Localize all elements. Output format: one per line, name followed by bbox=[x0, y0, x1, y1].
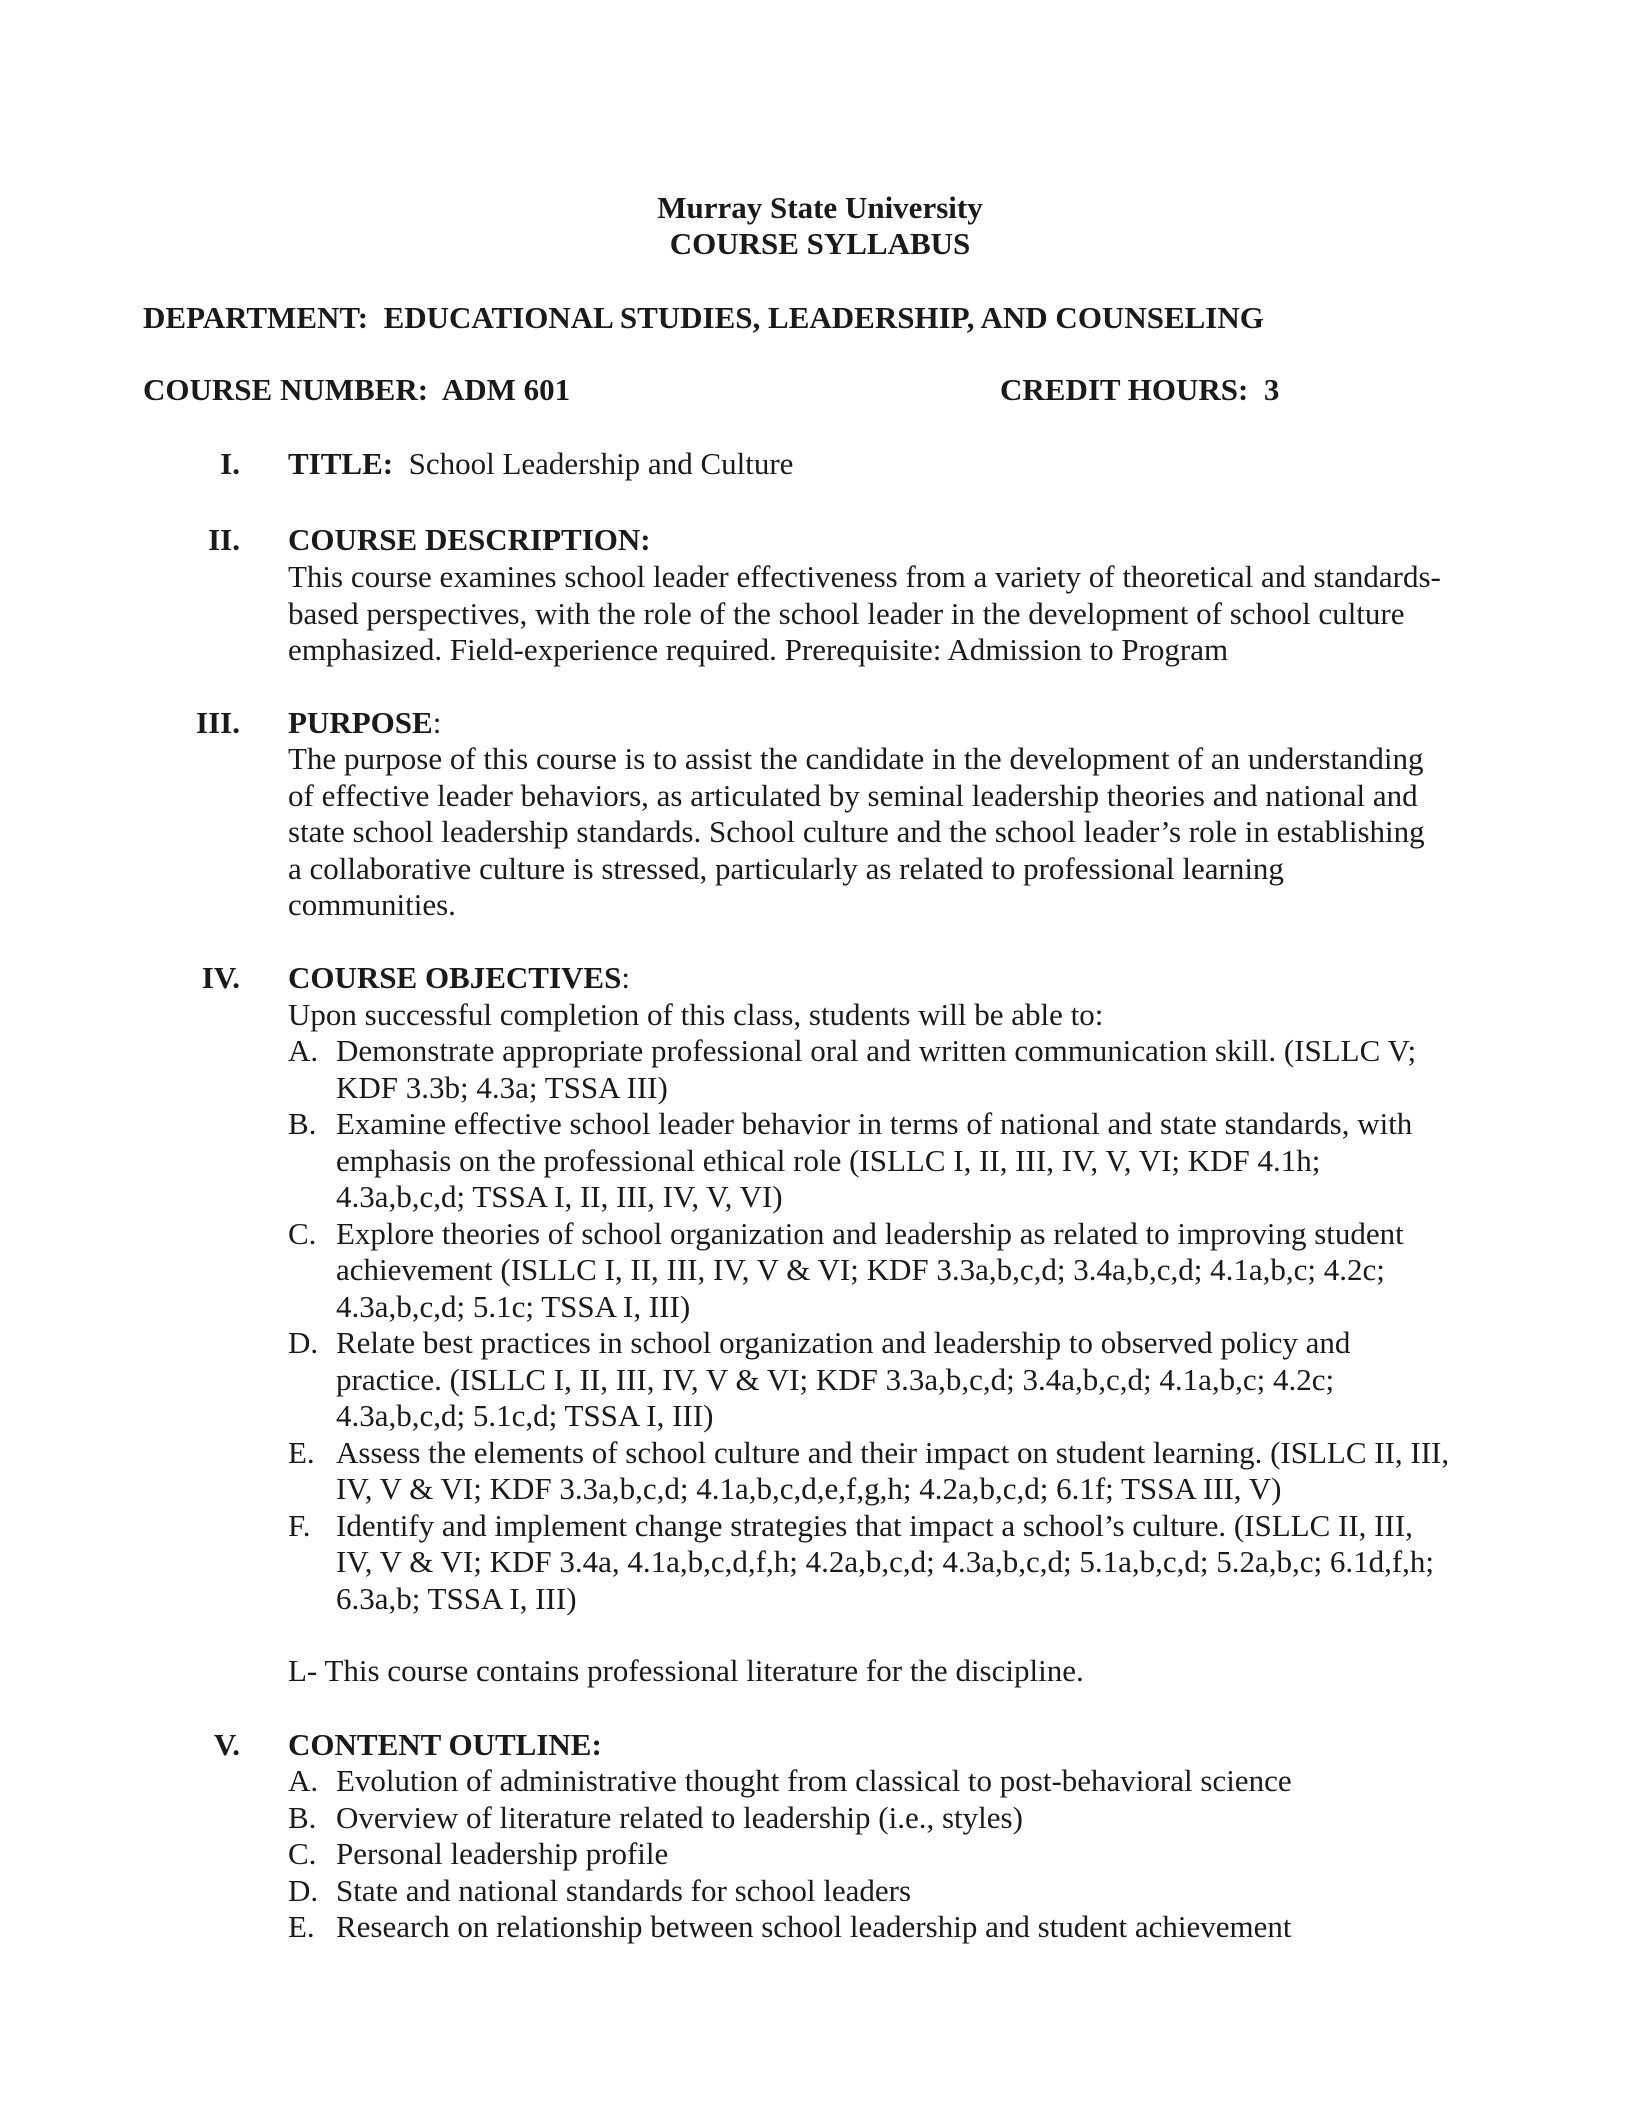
list-item-line: 4.3a,b,c,d; TSSA I, II, III, IV, V, VI) bbox=[336, 1179, 783, 1214]
list-item-line: Evolution of administrative thought from classical to post-behavioral science bbox=[336, 1763, 1292, 1798]
list-item-line: Research on relationship between school leadership and student achievement bbox=[336, 1909, 1292, 1944]
paragraph-line: communities. bbox=[288, 887, 456, 922]
objectives-colon: : bbox=[621, 960, 630, 995]
purpose-label: PURPOSE bbox=[288, 705, 433, 740]
objectives-intro bbox=[288, 997, 1103, 1034]
purpose-heading bbox=[288, 705, 441, 742]
list-item-letter: F. bbox=[288, 1507, 311, 1543]
list-item-letter: D. bbox=[288, 1325, 319, 1360]
objectives-note bbox=[288, 1653, 1084, 1690]
list-item-line: emphasis on the professional ethical role (ISLLC I, II, III, IV, V, VI; KDF 4.1h; bbox=[336, 1142, 1321, 1178]
list-item bbox=[288, 1873, 1292, 1910]
course-number-value: ADM 601 bbox=[441, 372, 571, 407]
section-numeral-purpose: III. bbox=[196, 705, 240, 740]
list-item-line: Demonstrate appropriate professional oral and written communication skill. (ISLLC V; bbox=[336, 1033, 1417, 1068]
paragraph-line: emphasized. Field-experience required. Prerequisite: Admission to Program bbox=[288, 632, 1229, 667]
section-numeral-description: II. bbox=[208, 522, 240, 557]
section-numeral-title: I. bbox=[220, 446, 240, 481]
list-item-line: Identify and implement change strategies that impact a school’s culture. (ISLLC II, III, bbox=[336, 1507, 1413, 1543]
list-item bbox=[288, 1216, 1449, 1326]
list-item bbox=[288, 1435, 1449, 1508]
objectives-label: COURSE OBJECTIVES bbox=[288, 960, 622, 995]
list-item-line: achievement (ISLLC I, II, III, IV, V & VI; KDF 3.3a,b,c,d; 3.4a,b,c,d; 4.1a,b,c; 4.2c; bbox=[336, 1252, 1385, 1287]
paragraph-line: of effective leader behaviors, as articulated by seminal leadership theories and national and bbox=[288, 777, 1418, 813]
paragraph-line: This course examines school leader effectiveness from a variety of theoretical and standards- bbox=[288, 559, 1441, 594]
content-outline-list bbox=[288, 1763, 1292, 1946]
list-item bbox=[288, 1325, 1449, 1435]
objectives-list bbox=[288, 1033, 1449, 1617]
university-name: Murray State University bbox=[657, 190, 983, 225]
list-item-letter: A. bbox=[288, 1033, 319, 1068]
list-item-line: 4.3a,b,c,d; 5.1c; TSSA I, III) bbox=[336, 1288, 691, 1324]
title-value: School Leadership and Culture bbox=[408, 446, 794, 481]
list-item-line: Explore theories of school organization and leadership as related to improving student bbox=[336, 1215, 1404, 1251]
list-item-letter: C. bbox=[288, 1215, 317, 1251]
credit-hours-label: CREDIT HOURS: bbox=[1000, 372, 1249, 407]
list-item-line: IV, V & VI; KDF 3.4a, 4.1a,b,c,d,f,h; 4.2a,b,c,d; 4.3a,b,c,d; 5.1a,b,c,d; 5.2a,b,c; 6.1d,f,h; bbox=[336, 1544, 1435, 1579]
list-item-letter: B. bbox=[288, 1106, 317, 1141]
department-line bbox=[143, 300, 1264, 337]
list-item-line: practice. (ISLLC I, II, III, IV, V & VI; KDF 3.3a,b,c,d; 3.4a,b,c,d; 4.1a,b,c; 4.2c; bbox=[336, 1361, 1335, 1397]
course-number-label: COURSE NUMBER: bbox=[143, 372, 429, 407]
department-label: DEPARTMENT: bbox=[143, 300, 369, 335]
list-item-line: State and national standards for school leaders bbox=[336, 1872, 912, 1908]
list-item-letter: D. bbox=[288, 1872, 319, 1908]
section-numeral-outline: V. bbox=[213, 1727, 240, 1762]
list-item-line: KDF 3.3b; 4.3a; TSSA III) bbox=[336, 1069, 668, 1105]
title-label: TITLE: bbox=[288, 446, 394, 481]
purpose-colon: : bbox=[432, 705, 442, 740]
content-outline-heading: CONTENT OUTLINE: bbox=[288, 1727, 602, 1762]
list-item-letter: B. bbox=[288, 1799, 317, 1835]
description-paragraph bbox=[288, 559, 1441, 669]
credit-hours-value: 3 bbox=[1263, 372, 1280, 407]
list-item-line: Examine effective school leader behavior in terms of national and state standards, with bbox=[336, 1106, 1413, 1141]
purpose-paragraph bbox=[288, 741, 1425, 924]
list-item bbox=[288, 1836, 1292, 1873]
list-item bbox=[288, 1909, 1292, 1946]
list-item bbox=[288, 1508, 1449, 1618]
list-item-line: Personal leadership profile bbox=[336, 1836, 669, 1871]
list-item-line: 4.3a,b,c,d; 5.1c,d; TSSA I, III) bbox=[336, 1398, 714, 1433]
list-item bbox=[288, 1800, 1292, 1837]
document-title: COURSE SYLLABUS bbox=[669, 226, 971, 261]
paragraph-line: state school leadership standards. School culture and the school leader’s role in establishing bbox=[288, 814, 1425, 849]
objectives-heading bbox=[288, 960, 630, 997]
list-item-line: 6.3a,b; TSSA I, III) bbox=[336, 1580, 577, 1616]
paragraph-line: based perspectives, with the role of the school leader in the development of school culture bbox=[288, 595, 1405, 631]
section-title bbox=[288, 446, 793, 483]
list-item bbox=[288, 1106, 1449, 1216]
description-heading: COURSE DESCRIPTION: bbox=[288, 522, 651, 557]
list-item-letter: A. bbox=[288, 1763, 319, 1798]
list-item bbox=[288, 1763, 1292, 1800]
credit-hours-line bbox=[1000, 372, 1279, 409]
course-number-line bbox=[143, 372, 570, 409]
section-numeral-objectives: IV. bbox=[201, 960, 240, 995]
paragraph-line: a collaborative culture is stressed, particularly as related to professional learning bbox=[288, 850, 1284, 886]
list-item-letter: E. bbox=[288, 1434, 315, 1470]
list-item bbox=[288, 1033, 1449, 1106]
paragraph-line: The purpose of this course is to assist the candidate in the development of an understanding bbox=[288, 741, 1424, 776]
list-item-line: IV, V & VI; KDF 3.3a,b,c,d; 4.1a,b,c,d,e,f,g,h; 4.2a,b,c,d; 6.1f; TSSA III, V) bbox=[336, 1471, 1282, 1506]
list-item-letter: E. bbox=[288, 1909, 315, 1944]
list-item-letter: C. bbox=[288, 1836, 317, 1871]
objectives-note-text: L- This course contains professional literature for the discipline. bbox=[288, 1653, 1084, 1688]
list-item-line: Assess the elements of school culture and their impact on student learning. (ISLLC II, III, bbox=[336, 1434, 1450, 1470]
list-item-line: Overview of literature related to leadership (i.e., styles) bbox=[336, 1799, 1023, 1835]
list-item-line: Relate best practices in school organization and leadership to observed policy and bbox=[336, 1325, 1351, 1360]
department-value: EDUCATIONAL STUDIES, LEADERSHIP, AND COUNSELING bbox=[383, 300, 1264, 335]
objectives-intro-text: Upon successful completion of this class, students will be able to: bbox=[288, 997, 1104, 1032]
